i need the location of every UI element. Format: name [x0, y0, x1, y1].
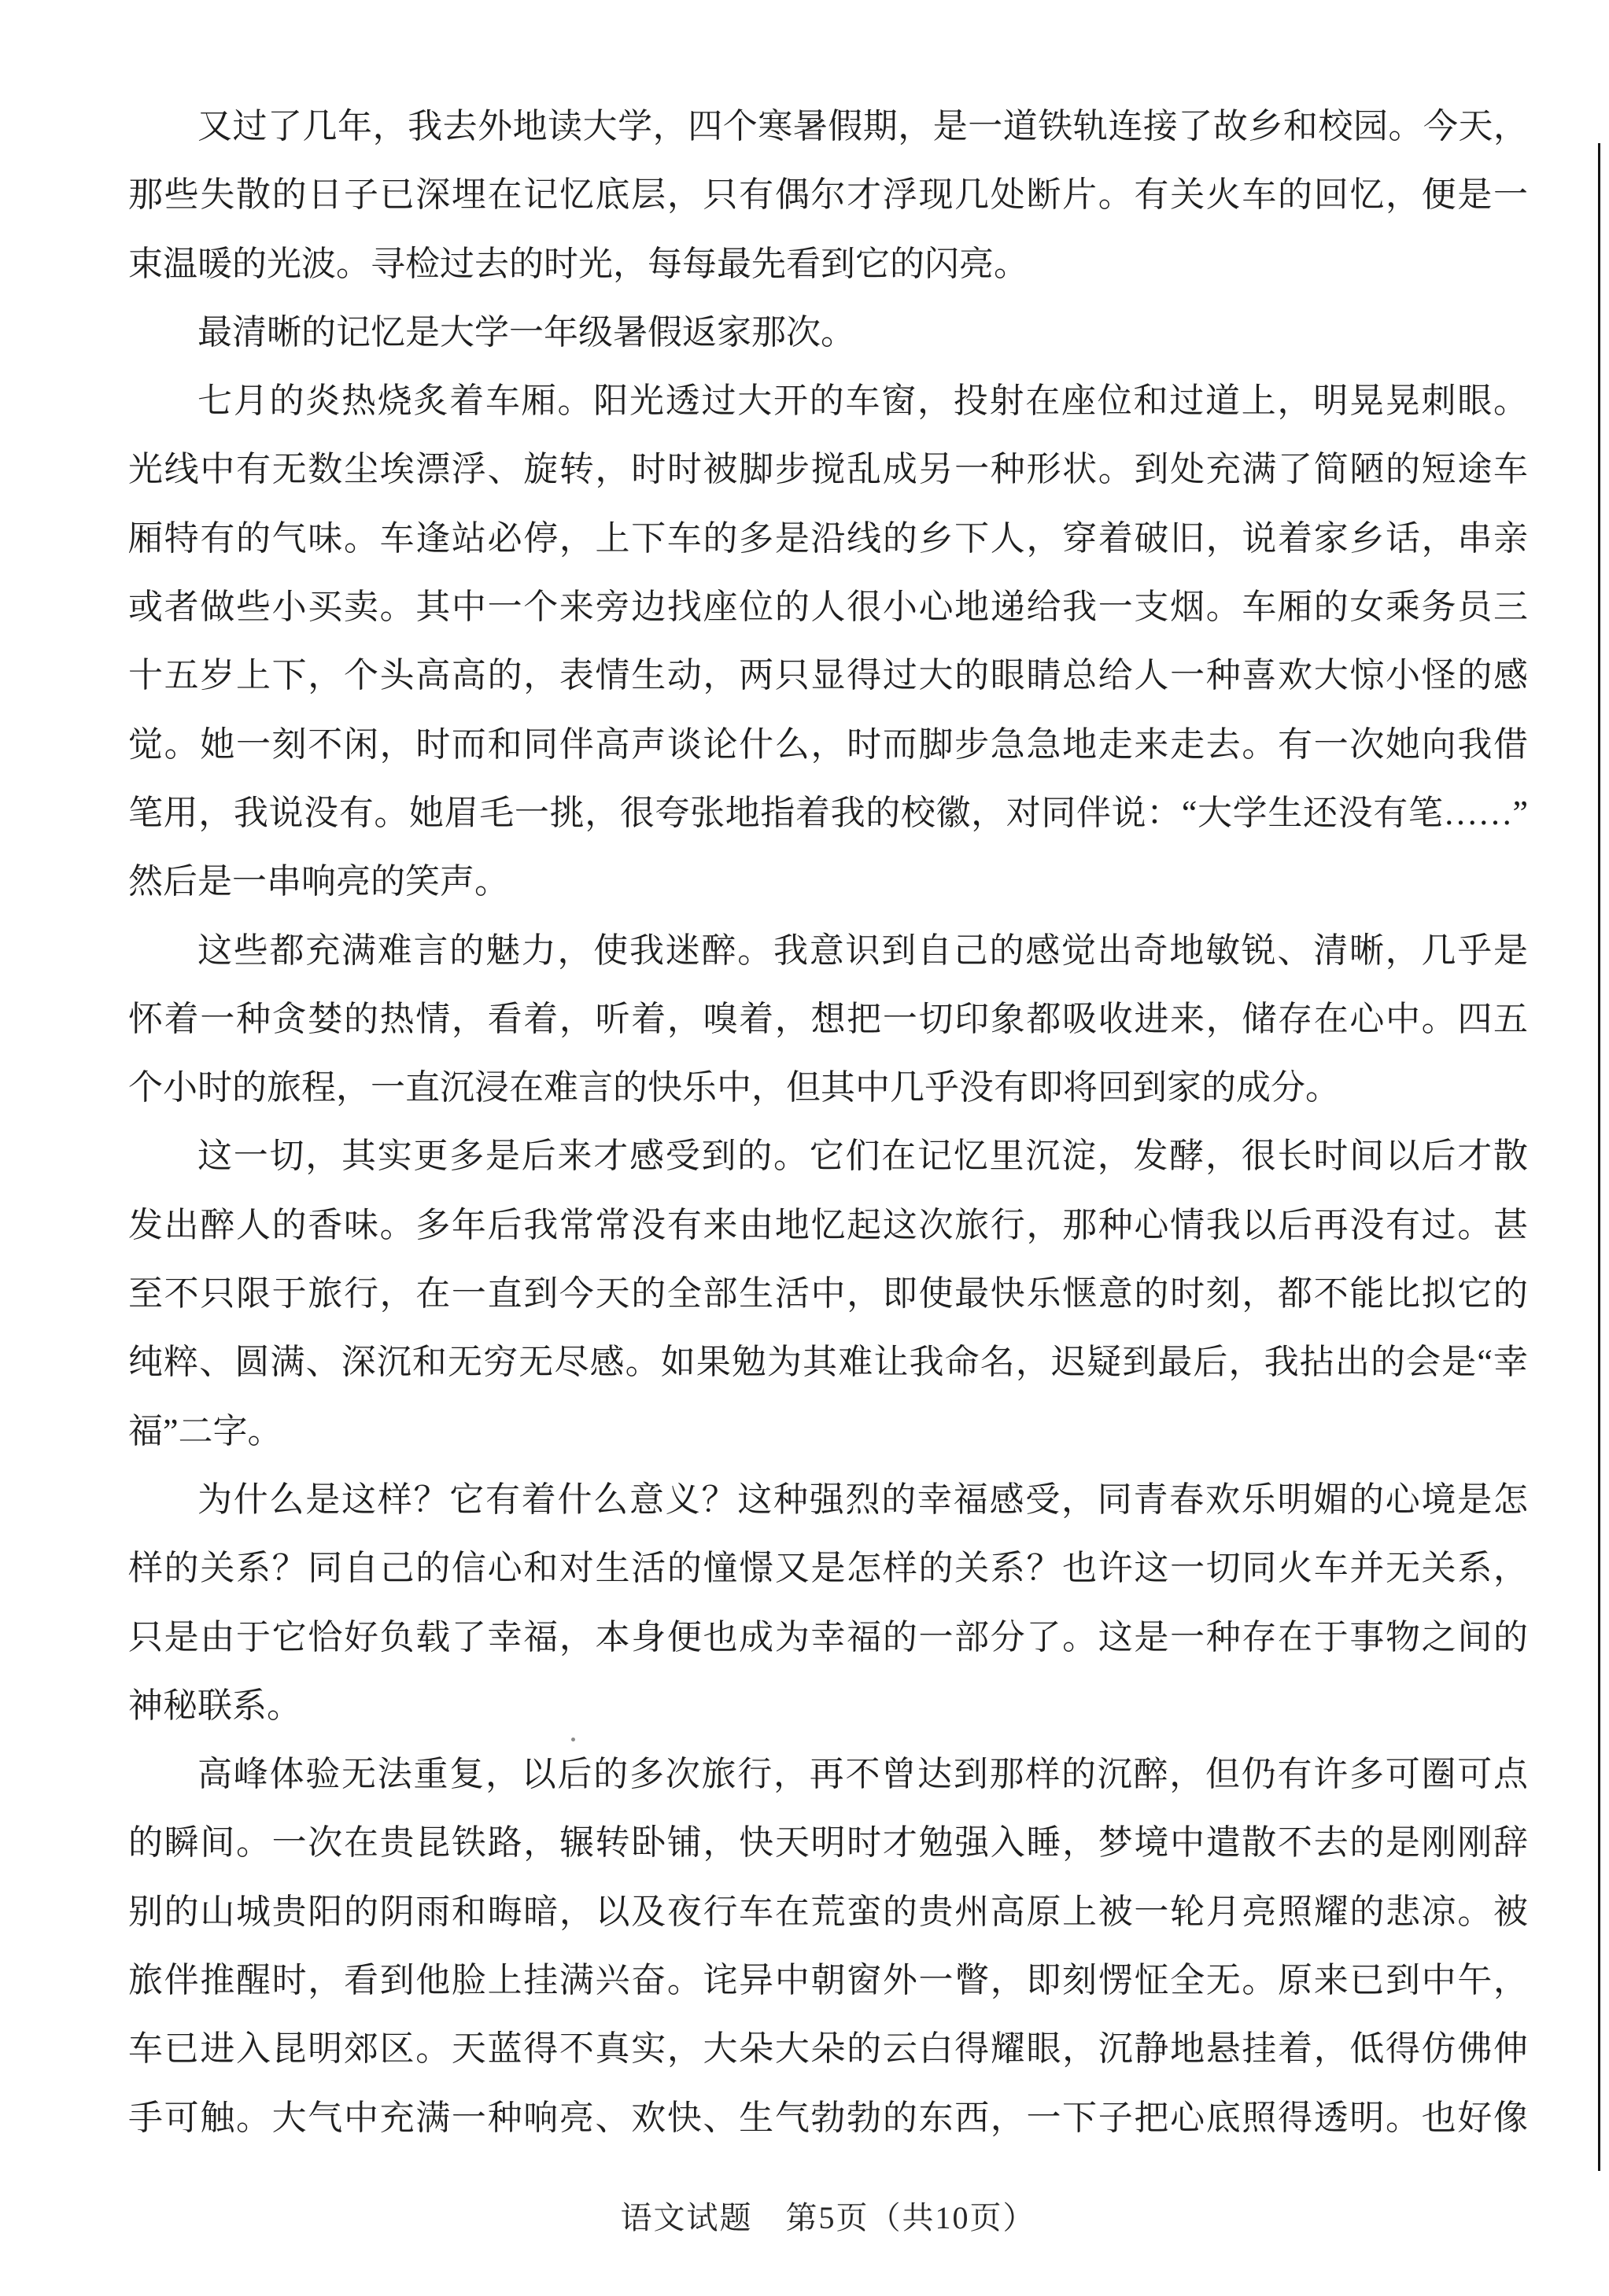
text-line: 纯粹、圆满、深沉和无穷无尽感。如果勉为其难让我命名，迟疑到最后，我拈出的会是“幸: [128, 1343, 1528, 1382]
text-line: 束温暖的光波。寻检过去的时光，每每最先看到它的闪亮。: [128, 244, 1028, 283]
text-line: 的瞬间。一次在贵昆铁路，辗转卧铺，快天明时才勉强入睡，梦境中遣散不去的是刚刚辞: [128, 1823, 1528, 1863]
text-line: 高峰体验无法重复，以后的多次旅行，再不曾达到那样的沉醉，但仍有许多可圈可点: [197, 1755, 1528, 1794]
text-line: 神秘联系。: [128, 1686, 301, 1725]
text-line: 至不只限于旅行，在一直到今天的全部生活中，即使最快乐惬意的时刻，都不能比拟它的: [128, 1274, 1528, 1314]
text-line: 这些都充满难言的魅力，使我迷醉。我意识到自己的感觉出奇地敏锐、清晰，几乎是: [197, 931, 1528, 970]
text-line: 手可触。大气中充满一种响亮、欢快、生气勃勃的东西，一下子把心底照得透明。也好像: [128, 2098, 1528, 2137]
text-line: 那些失散的日子已深埋在记忆底层，只有偶尔才浮现几处断片。有关火车的回忆，便是一: [128, 175, 1528, 215]
page-footer: 语文试题 第5页（共10页）: [620, 2200, 1036, 2235]
text-line: 福”二字。: [128, 1411, 282, 1450]
passage: [128, 92, 1528, 2152]
text-line: 个小时的旅程，一直沉浸在难言的快乐中，但其中几乎没有即将回到家的成分。: [128, 1068, 1340, 1107]
scan-edge-line: [1598, 143, 1600, 2171]
text-line: 只是由于它恰好负载了幸福，本身便也成为幸福的一部分了。这是一种存在于事物之间的: [128, 1617, 1528, 1657]
text-line: 或者做些小买卖。其中一个来旁边找座位的人很小心地递给我一支烟。车厢的女乘务员三: [128, 588, 1528, 627]
text-line: 笔用，我说没有。她眉毛一挑，很夸张地指着我的校徽，对同伴说：“大学生还没有笔……”: [128, 793, 1528, 832]
text-line: 十五岁上下，个头高高的，表情生动，两只显得过大的眼睛总给人一种喜欢大惊小怪的感: [128, 656, 1528, 695]
text-line: 然后是一串响亮的笑声。: [128, 862, 509, 901]
text-line: 七月的炎热烧炙着车厢。阳光透过大开的车窗，投射在座位和过道上，明晃晃刺眼。: [197, 381, 1528, 421]
ink-dot-artifact: [571, 1738, 575, 1741]
text-line: 样的关系？同自己的信心和对生活的憧憬又是怎样的关系？也许这一切同火车并无关系，: [128, 1549, 1528, 1588]
text-line: 别的山城贵阳的阴雨和晦暗，以及夜行车在荒蛮的贵州高原上被一轮月亮照耀的悲凉。被: [128, 1892, 1528, 1931]
text-line: 厢特有的气味。车逢站必停，上下车的多是沿线的乡下人，穿着破旧，说着家乡话，串亲: [128, 518, 1528, 558]
text-line: 这一切，其实更多是后来才感受到的。它们在记忆里沉淀，发酵，很长时间以后才散: [197, 1137, 1528, 1176]
text-line: 发出醉人的香味。多年后我常常没有来由地忆起这次旅行，那种心情我以后再没有过。甚: [128, 1205, 1528, 1244]
text-line: 为什么是这样？它有着什么意义？这种强烈的幸福感受，同青春欢乐明媚的心境是怎: [197, 1480, 1528, 1519]
text-line: 又过了几年，我去外地读大学，四个寒暑假期，是一道铁轨连接了故乡和校园。今天，: [197, 107, 1528, 146]
text-line: 光线中有无数尘埃漂浮、旋转，时时被脚步搅乱成另一种形状。到处充满了简陋的短途车: [128, 450, 1528, 489]
text-line: 觉。她一刻不闲，时而和同伴高声谈论什么，时而脚步急急地走来走去。有一次她向我借: [128, 724, 1528, 764]
text-line: 旅伴推醒时，看到他脸上挂满兴奋。诧异中朝窗外一瞥，即刻愣怔全无。原来已到中午，: [128, 1961, 1528, 2000]
text-line: 怀着一种贪婪的热情，看着，听着，嗅着，想把一切印象都吸收进来，储存在心中。四五: [128, 999, 1528, 1038]
text-line: 车已进入昆明郊区。天蓝得不真实，大朵大朵的云白得耀眼，沉静地悬挂着，低得仿佛伸: [128, 2029, 1528, 2069]
text-line: 最清晰的记忆是大学一年级暑假返家那次。: [197, 312, 855, 352]
